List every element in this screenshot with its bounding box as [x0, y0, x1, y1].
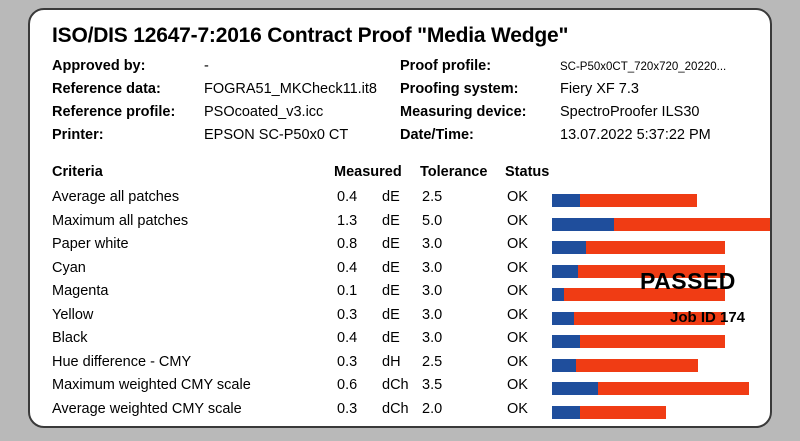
cell-measured: 0.4 — [337, 259, 358, 276]
tolerance-bar-remaining — [580, 194, 697, 207]
cell-measured: 0.1 — [337, 283, 358, 299]
info-row — [52, 127, 392, 150]
cell-tolerance: 3.0 — [422, 236, 443, 252]
table-row — [52, 330, 760, 354]
table-header-row — [52, 164, 760, 189]
cell-tolerance: 2.5 — [422, 189, 443, 205]
tolerance-bar-measured — [552, 241, 586, 254]
cell-status: OK — [507, 353, 528, 370]
cell-criteria: Average weighted CMY scale — [52, 400, 242, 417]
tolerance-bar — [552, 194, 697, 207]
info-value: PSOcoated_v3.icc — [204, 104, 324, 120]
cell-status: OK — [507, 259, 528, 276]
tolerance-bar-remaining — [576, 359, 698, 372]
cell-measured: 0.4 — [337, 330, 358, 346]
tolerance-bar-measured — [552, 218, 614, 231]
table-row — [52, 401, 760, 425]
tolerance-bar — [552, 406, 666, 419]
cell-criteria: Maximum weighted CMY scale — [52, 377, 251, 393]
tolerance-bar-remaining — [580, 335, 725, 348]
info-value: Fiery XF 7.3 — [560, 81, 639, 97]
header-info — [52, 58, 760, 154]
cell-status: OK — [507, 212, 528, 229]
cell-criteria: Black — [52, 330, 88, 346]
cell-tolerance: 2.0 — [422, 400, 443, 417]
tolerance-bar — [552, 241, 725, 254]
info-value: 13.07.2022 5:37:22 PM — [560, 127, 711, 143]
passed-stamp: PASSED — [640, 268, 736, 294]
cell-status: OK — [507, 283, 528, 299]
header-info-left — [52, 58, 392, 150]
column-header-status: Status — [505, 164, 550, 180]
tolerance-bar-measured — [552, 194, 580, 207]
cell-criteria: Maximum all patches — [52, 212, 189, 229]
cell-unit: dE — [382, 259, 400, 276]
cell-status: OK — [507, 306, 528, 323]
report-body — [52, 24, 760, 420]
cell-criteria: Cyan — [52, 259, 86, 276]
tolerance-bar — [552, 382, 749, 395]
cell-status: OK — [507, 330, 528, 346]
tolerance-bar-measured — [552, 359, 576, 372]
cell-unit: dE — [382, 283, 400, 299]
tolerance-bar-measured — [552, 288, 564, 301]
cell-unit: dH — [382, 353, 401, 370]
tolerance-bar-measured — [552, 312, 574, 325]
info-row — [52, 104, 392, 127]
cell-tolerance: 3.0 — [422, 306, 443, 323]
tolerance-bar-remaining — [598, 382, 749, 395]
cell-unit: dCh — [382, 377, 409, 393]
cell-criteria: Paper white — [52, 236, 129, 252]
info-label: Approved by: — [52, 58, 146, 74]
tolerance-bar — [552, 218, 772, 231]
cell-measured: 0.4 — [337, 189, 358, 205]
cell-unit: dE — [382, 189, 400, 205]
tolerance-bar-measured — [552, 265, 578, 278]
info-value: FOGRA51_MKCheck11.it8 — [204, 81, 377, 97]
cell-unit: dE — [382, 330, 400, 346]
cell-measured: 0.8 — [337, 236, 358, 252]
cell-criteria: Average all patches — [52, 189, 180, 205]
cell-measured: 1.3 — [337, 212, 358, 229]
cell-unit: dE — [382, 212, 400, 229]
cell-unit: dE — [382, 236, 400, 252]
cell-tolerance: 2.5 — [422, 353, 443, 370]
tolerance-bar-remaining — [586, 241, 725, 254]
info-row — [400, 104, 760, 127]
tolerance-bar — [552, 359, 698, 372]
info-value: SpectroProofer ILS30 — [560, 104, 700, 120]
table-rows — [52, 189, 760, 424]
table-row — [52, 377, 760, 401]
tolerance-bar-measured — [552, 406, 580, 419]
info-label: Printer: — [52, 127, 104, 143]
column-header-measured: Measured — [334, 164, 402, 180]
cell-measured: 0.3 — [337, 353, 358, 370]
table-row — [52, 236, 760, 260]
cell-tolerance: 5.0 — [422, 212, 443, 229]
info-label: Reference profile: — [52, 104, 176, 120]
info-value: EPSON SC-P50x0 CT — [204, 127, 349, 143]
cell-status: OK — [507, 236, 528, 252]
cell-unit: dE — [382, 306, 400, 323]
info-row — [400, 127, 760, 150]
info-row — [52, 81, 392, 104]
tolerance-bar-remaining — [614, 218, 772, 231]
table-row — [52, 307, 760, 331]
cell-criteria: Hue difference - CMY — [52, 353, 192, 370]
cell-tolerance: 3.0 — [422, 330, 443, 346]
tolerance-bar — [552, 335, 725, 348]
cell-tolerance: 3.5 — [422, 377, 443, 393]
cell-status: OK — [507, 377, 528, 393]
info-label: Reference data: — [52, 81, 161, 97]
tolerance-bar-measured — [552, 382, 598, 395]
info-row — [400, 81, 760, 104]
info-label: Proofing system: — [400, 81, 519, 97]
info-row — [52, 58, 392, 81]
info-row — [400, 58, 760, 81]
info-value: - — [204, 58, 209, 74]
page-title: ISO/DIS 12647-7:2016 Contract Proof "Media Wedge" — [52, 24, 569, 47]
cell-criteria: Magenta — [52, 283, 109, 299]
column-header-criteria: Criteria — [52, 164, 103, 180]
cell-tolerance: 3.0 — [422, 283, 443, 299]
cell-measured: 0.3 — [337, 400, 358, 417]
cell-status: OK — [507, 400, 528, 417]
table-row — [52, 189, 760, 213]
column-header-tolerance: Tolerance — [420, 164, 488, 180]
table-row — [52, 213, 760, 237]
table-row — [52, 354, 760, 378]
cell-criteria: Yellow — [52, 306, 94, 323]
info-value: SC-P50x0CT_720x720_20220... — [560, 61, 727, 73]
cell-measured: 0.3 — [337, 306, 358, 323]
cell-measured: 0.6 — [337, 377, 358, 393]
info-label: Date/Time: — [400, 127, 474, 143]
cell-tolerance: 3.0 — [422, 259, 443, 276]
job-id-label: Job ID 174 — [670, 309, 746, 326]
cell-unit: dCh — [382, 400, 409, 417]
info-label: Proof profile: — [400, 58, 492, 74]
tolerance-bar-remaining — [580, 406, 666, 419]
tolerance-bar-measured — [552, 335, 580, 348]
header-info-right — [400, 58, 760, 150]
info-label: Measuring device: — [400, 104, 527, 120]
report-card — [28, 8, 772, 428]
cell-status: OK — [507, 189, 528, 205]
